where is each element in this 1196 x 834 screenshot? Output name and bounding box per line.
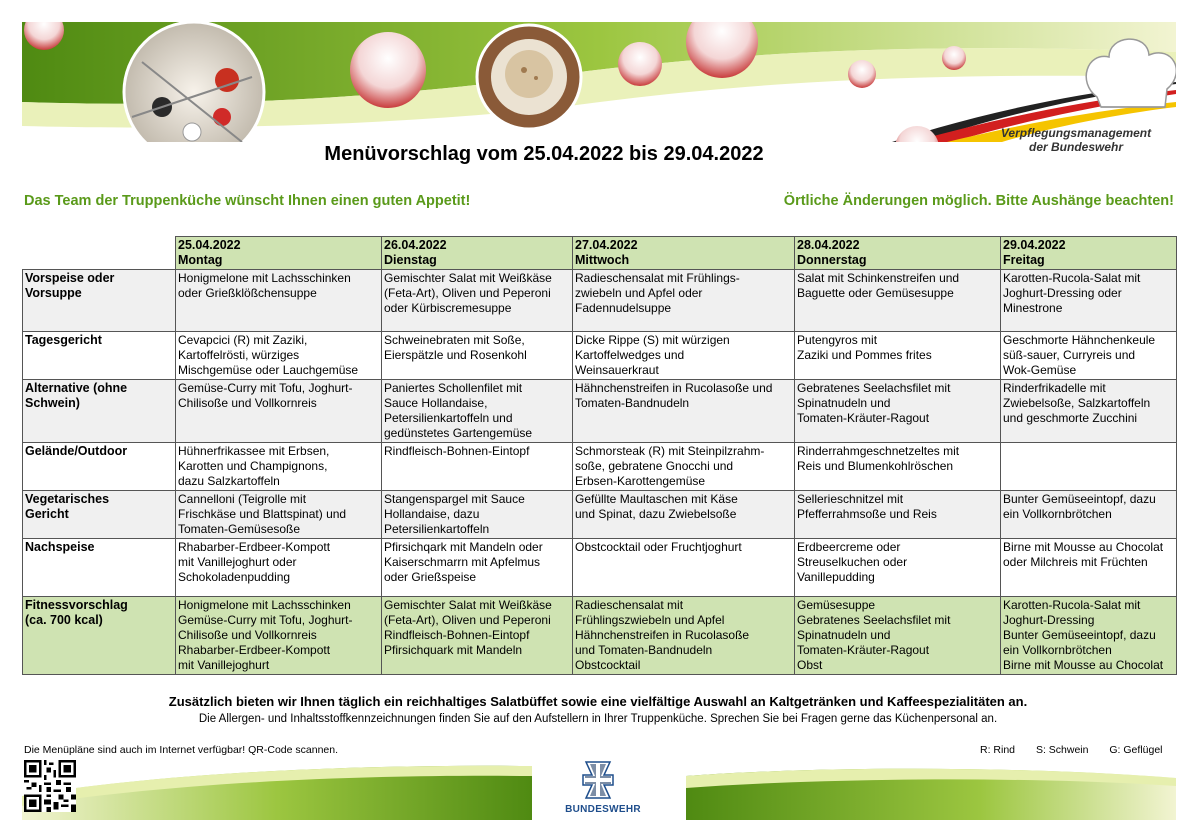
menu-row <box>23 270 1177 332</box>
menu-cell <box>176 491 382 539</box>
menu-item-line: Gebratenes Seelachsfilet mit <box>797 381 951 395</box>
menu-cell <box>1001 597 1177 675</box>
menu-cell <box>573 443 795 491</box>
menu-cell <box>382 443 573 491</box>
menu-cell <box>795 491 1001 539</box>
menu-cell <box>176 539 382 597</box>
menu-item-line: Birne mit Mousse au Chocolat <box>1003 540 1164 554</box>
menu-row <box>23 539 1177 597</box>
notice-text: Örtliche Änderungen möglich. Bitte Aushänge beachten! <box>783 193 1174 209</box>
day-date: 29.04.2022 <box>1003 238 1066 252</box>
menu-item-line: Radieschensalat mit Frühlings- <box>575 271 740 285</box>
menu-item-line: Cannelloni (Teigrolle mit <box>178 492 307 506</box>
menu-item-line: oder Grießklößchensuppe <box>178 286 317 300</box>
menu-item-line: Obst <box>797 658 823 672</box>
day-header <box>382 237 573 270</box>
menu-item-line: Joghurt-Dressing <box>1003 613 1095 627</box>
menu-cell <box>382 597 573 675</box>
menu-item-line: dazu Salzkartoffeln <box>178 474 280 488</box>
menu-row <box>23 597 1177 675</box>
menu-item-line: Radieschensalat mit <box>575 598 684 612</box>
bundeswehr-logo-text: BUNDESWEHR <box>565 804 641 815</box>
menu-item-line: Vanillepudding <box>797 570 875 584</box>
legend <box>980 744 1163 756</box>
menu-cell <box>573 597 795 675</box>
menu-cell <box>795 539 1001 597</box>
menu-item-line: Sauce Hollandaise, <box>384 396 488 410</box>
menu-item-line: Erdbeercreme oder <box>797 540 901 554</box>
header-banner <box>22 22 1176 142</box>
row-label-line: Gericht <box>25 507 69 521</box>
menu-row <box>23 491 1177 539</box>
row-label <box>23 380 176 443</box>
menu-item-line: Hühnerfrikassee mit Erbsen, <box>178 444 330 458</box>
menu-item-line: Karotten-Rucola-Salat mit <box>1003 271 1141 285</box>
menu-item-line: Rhabarber-Erdbeer-Kompott <box>178 540 331 554</box>
menu-item-line: Pfirsichqark mit Mandeln oder <box>384 540 543 554</box>
legend-item: R: Rind <box>980 744 1016 756</box>
menu-item-line: Chilisoße und Vollkornreis <box>178 628 317 642</box>
menu-item-line: Obstcocktail oder Fruchtjoghurt <box>575 540 742 554</box>
greeting-text: Das Team der Truppenküche wünscht Ihnen einen guten Appetit! <box>24 193 471 209</box>
menu-item-line: Gemüsesuppe <box>797 598 876 612</box>
menu-cell <box>795 332 1001 380</box>
menu-item-line: Petersilienkartoffeln und <box>384 411 513 425</box>
day-date: 27.04.2022 <box>575 238 638 252</box>
day-header <box>795 237 1001 270</box>
menu-cell <box>176 443 382 491</box>
menu-item-line: Gebratenes Seelachsfilet mit <box>797 613 951 627</box>
row-label <box>23 539 176 597</box>
menu-item-line: Zwiebelsoße, Salzkartoffeln <box>1003 396 1151 410</box>
row-label-line: Vegetarisches <box>25 492 110 506</box>
menu-item-line: (Feta-Art), Oliven und Peperoni <box>384 286 551 300</box>
menu-cell <box>382 270 573 332</box>
row-label-line: Gelände/Outdoor <box>25 444 128 458</box>
menu-item-line: Fadennudelsuppe <box>575 301 672 315</box>
menu-item-line: Zaziki und Pommes frites <box>797 348 932 362</box>
menu-cell <box>176 597 382 675</box>
day-name: Montag <box>178 253 223 267</box>
menu-cell <box>795 270 1001 332</box>
menu-item-line: und geschmorte Zucchini <box>1003 411 1138 425</box>
menu-item-line: süß-sauer, Curryreis und <box>1003 348 1136 362</box>
menu-item-line: Weinsauerkraut <box>575 363 659 377</box>
menu-item-line: Hollandaise, dazu <box>384 507 480 521</box>
menu-item-line: Geschmorte Hähnchenkeule <box>1003 333 1156 347</box>
day-name: Donnerstag <box>797 253 867 267</box>
menu-item-line: Salat mit Schinkenstreifen und <box>797 271 960 285</box>
menu-item-line: Schmorsteak (R) mit Steinpilzrahm- <box>575 444 765 458</box>
day-date: 25.04.2022 <box>178 238 241 252</box>
menu-item-line: Stangenspargel mit Sauce <box>384 492 525 506</box>
menu-item-line: Gefüllte Maultaschen mit Käse <box>575 492 738 506</box>
menu-item-line: Tomaten-Kräuter-Ragout <box>797 411 930 425</box>
menu-item-line: Baguette oder Gemüsesuppe <box>797 286 954 300</box>
menu-item-line: Tomaten-Gemüsesoße <box>178 522 301 536</box>
legend-item: G: Geflügel <box>1109 744 1163 756</box>
menu-item-line: Kaiserschmarrn mit Apfelmus <box>384 555 541 569</box>
menu-item-line: Chilisoße und Vollkornreis <box>178 396 317 410</box>
menu-cell <box>573 380 795 443</box>
menu-cell <box>1001 332 1177 380</box>
menu-item-line: Gemüse-Curry mit Tofu, Joghurt- <box>178 381 353 395</box>
qr-code-icon[interactable] <box>24 760 76 812</box>
menu-item-line: Honigmelone mit Lachsschinken <box>178 598 351 612</box>
menu-cell <box>382 380 573 443</box>
menu-item-line: Spinatnudeln und <box>797 628 891 642</box>
row-label-line: Tagesgericht <box>25 333 102 347</box>
menu-item-line: Eierspätzle und Rosenkohl <box>384 348 527 362</box>
menu-item-line: Frischkäse und Blattspinat) und <box>178 507 347 521</box>
menu-item-line: oder Kürbiscremesuppe <box>384 301 512 315</box>
menu-item-line: Mischgemüse oder Lauchgemüse <box>178 363 359 377</box>
row-label <box>23 597 176 675</box>
menu-cell <box>1001 539 1177 597</box>
row-label <box>23 491 176 539</box>
row-label <box>23 332 176 380</box>
menu-item-line: Rhabarber-Erdbeer-Kompott <box>178 643 331 657</box>
menu-item-line: oder Milchreis mit Früchten <box>1003 555 1148 569</box>
corner-cell <box>23 237 176 270</box>
menu-item-line: mit Vanillejoghurt <box>178 658 270 672</box>
menu-item-line: soße, gebratene Gnocchi und <box>575 459 734 473</box>
allergen-note: Die Allergen- und Inhaltsstoffkennzeichnungen finden Sie auf den Aufstellern in Ihrer Truppenküche. Sprechen Sie bei Fragen gerne das Küchenpersonal an. <box>198 713 998 725</box>
menu-item-line: mit Vanillejoghurt oder <box>178 555 297 569</box>
menu-cell <box>795 380 1001 443</box>
menu-cell <box>573 270 795 332</box>
menu-item-line: Schokoladenpudding <box>178 570 291 584</box>
menu-item-line: Karotten-Rucola-Salat mit <box>1003 598 1141 612</box>
menu-item-line: zwiebeln und Apfel oder <box>575 286 703 300</box>
banner-artwork <box>22 22 1176 142</box>
menu-item-line: Pfirsichquark mit Mandeln <box>384 643 523 657</box>
menu-item-line: Karotten und Champignons, <box>178 459 328 473</box>
menu-item-line: Kartoffelrösti, würziges <box>178 348 300 362</box>
menu-item-line: Gemischter Salat mit Weißkäse <box>384 598 552 612</box>
menu-item-line: oder Grießspeise <box>384 570 477 584</box>
page-title: Menüvorschlag vom 25.04.2022 bis 29.04.2022 <box>324 143 764 165</box>
menu-cell <box>176 270 382 332</box>
menu-cell <box>573 539 795 597</box>
day-date: 26.04.2022 <box>384 238 447 252</box>
brand-line-1: Verpflegungsmanagement <box>1000 126 1152 140</box>
day-header <box>1001 237 1177 270</box>
menu-cell <box>176 380 382 443</box>
day-name: Mittwoch <box>575 253 630 267</box>
menu-cell <box>573 491 795 539</box>
menu-item-line: Joghurt-Dressing oder <box>1003 286 1122 300</box>
menu-cell <box>795 443 1001 491</box>
menu-cell <box>1001 491 1177 539</box>
menu-item-line: Paniertes Schollenfilet mit <box>384 381 523 395</box>
web-note: Die Menüpläne sind auch im Internet verfügbar! QR-Code scannen. <box>24 744 339 756</box>
row-label-line: Schwein) <box>25 396 80 410</box>
menu-item-line: Bunter Gemüseeintopf, dazu <box>1003 628 1156 642</box>
menu-cell <box>573 332 795 380</box>
menu-item-line: (Feta-Art), Oliven und Peperoni <box>384 613 551 627</box>
menu-item-line: und Tomaten-Bandnudeln <box>575 643 713 657</box>
menu-item-line: Erbsen-Karottengemüse <box>575 474 706 488</box>
menu-item-line: Bunter Gemüseeintopf, dazu <box>1003 492 1156 506</box>
menu-item-line: und Spinat, dazu Zwiebelsoße <box>575 507 737 521</box>
row-label-line: Vorsuppe <box>25 286 82 300</box>
menu-item-line: Rindfleisch-Bohnen-Eintopf <box>384 628 530 642</box>
menu-cell <box>795 597 1001 675</box>
menu-item-line: Hähnchenstreifen in Rucolasoße <box>575 628 750 642</box>
menu-item-line: Gemüse-Curry mit Tofu, Joghurt- <box>178 613 353 627</box>
menu-item-line: Reis und Blumenkohlröschen <box>797 459 954 473</box>
menu-item-line: Minestrone <box>1003 301 1063 315</box>
row-label-line: Nachspeise <box>25 540 95 554</box>
menu-item-line: Dicke Rippe (S) mit würzigen <box>575 333 730 347</box>
menu-item-line: Rinderfrikadelle mit <box>1003 381 1106 395</box>
row-label <box>23 270 176 332</box>
menu-item-line: Honigmelone mit Lachsschinken <box>178 271 351 285</box>
legend-item: S: Schwein <box>1035 744 1089 756</box>
menu-item-line: gedünstetes Gartengemüse <box>384 426 533 440</box>
menu-cell <box>382 332 573 380</box>
menu-cell <box>1001 380 1177 443</box>
menu-cell <box>176 332 382 380</box>
menu-table <box>22 236 1177 675</box>
menu-item-line: Schweinebraten mit Soße, <box>384 333 525 347</box>
day-name: Dienstag <box>384 253 437 267</box>
menu-item-line: Wok-Gemüse <box>1003 363 1077 377</box>
menu-item-line: Tomaten-Bandnudeln <box>575 396 690 410</box>
row-label <box>23 443 176 491</box>
menu-item-line: Streuselkuchen oder <box>797 555 908 569</box>
brand-line-2: der Bundeswehr <box>1028 140 1124 154</box>
menu-row <box>23 332 1177 380</box>
menu-item-line: Petersilienkartoffeln <box>384 522 490 536</box>
day-header-row <box>23 237 1177 270</box>
bundeswehr-cross-icon <box>568 760 628 800</box>
menu-item-line: Obstcocktail <box>575 658 641 672</box>
row-label-line: (ca. 700 kcal) <box>25 613 103 627</box>
menu-item-line: Sellerieschnitzel mit <box>797 492 904 506</box>
menu-item-line: ein Vollkornbrötchen <box>1003 507 1112 521</box>
day-header <box>176 237 382 270</box>
menu-item-line: Gemischter Salat mit Weißkäse <box>384 271 552 285</box>
day-date: 28.04.2022 <box>797 238 860 252</box>
menu-item-line: Rindfleisch-Bohnen-Eintopf <box>384 444 530 458</box>
salad-note: Zusätzlich bieten wir Ihnen täglich ein reichhaltiges Salatbüffet sowie eine vielfältige Auswahl an Kaltgetränken und Kaffeespezialitäten an. <box>168 694 1028 709</box>
menu-row <box>23 443 1177 491</box>
menu-item-line: Birne mit Mousse au Chocolat <box>1003 658 1164 672</box>
menu-cell <box>382 539 573 597</box>
day-name: Freitag <box>1003 253 1045 267</box>
day-header <box>573 237 795 270</box>
menu-item-line: Frühlingszwiebeln und Apfel <box>575 613 725 627</box>
menu-item-line: Putengyros mit <box>797 333 878 347</box>
menu-cell <box>1001 443 1177 491</box>
menu-item-line: Tomaten-Kräuter-Ragout <box>797 643 930 657</box>
row-label-line: Vorspeise oder <box>25 271 115 285</box>
menu-cell <box>1001 270 1177 332</box>
menu-item-line: Cevapcici (R) mit Zaziki, <box>178 333 308 347</box>
menu-item-line: Hähnchenstreifen in Rucolasoße und <box>575 381 773 395</box>
menu-item-line: Kartoffelwedges und <box>575 348 685 362</box>
menu-item-line: Spinatnudeln und <box>797 396 891 410</box>
menu-item-line: Rinderrahmgeschnetzeltes mit <box>797 444 960 458</box>
menu-cell <box>382 491 573 539</box>
row-label-line: Alternative (ohne <box>25 381 128 395</box>
row-label-line: Fitnessvorschlag <box>25 598 128 612</box>
menu-item-line: ein Vollkornbrötchen <box>1003 643 1112 657</box>
menu-row <box>23 380 1177 443</box>
menu-item-line: Pfefferrahmsoße und Reis <box>797 507 937 521</box>
